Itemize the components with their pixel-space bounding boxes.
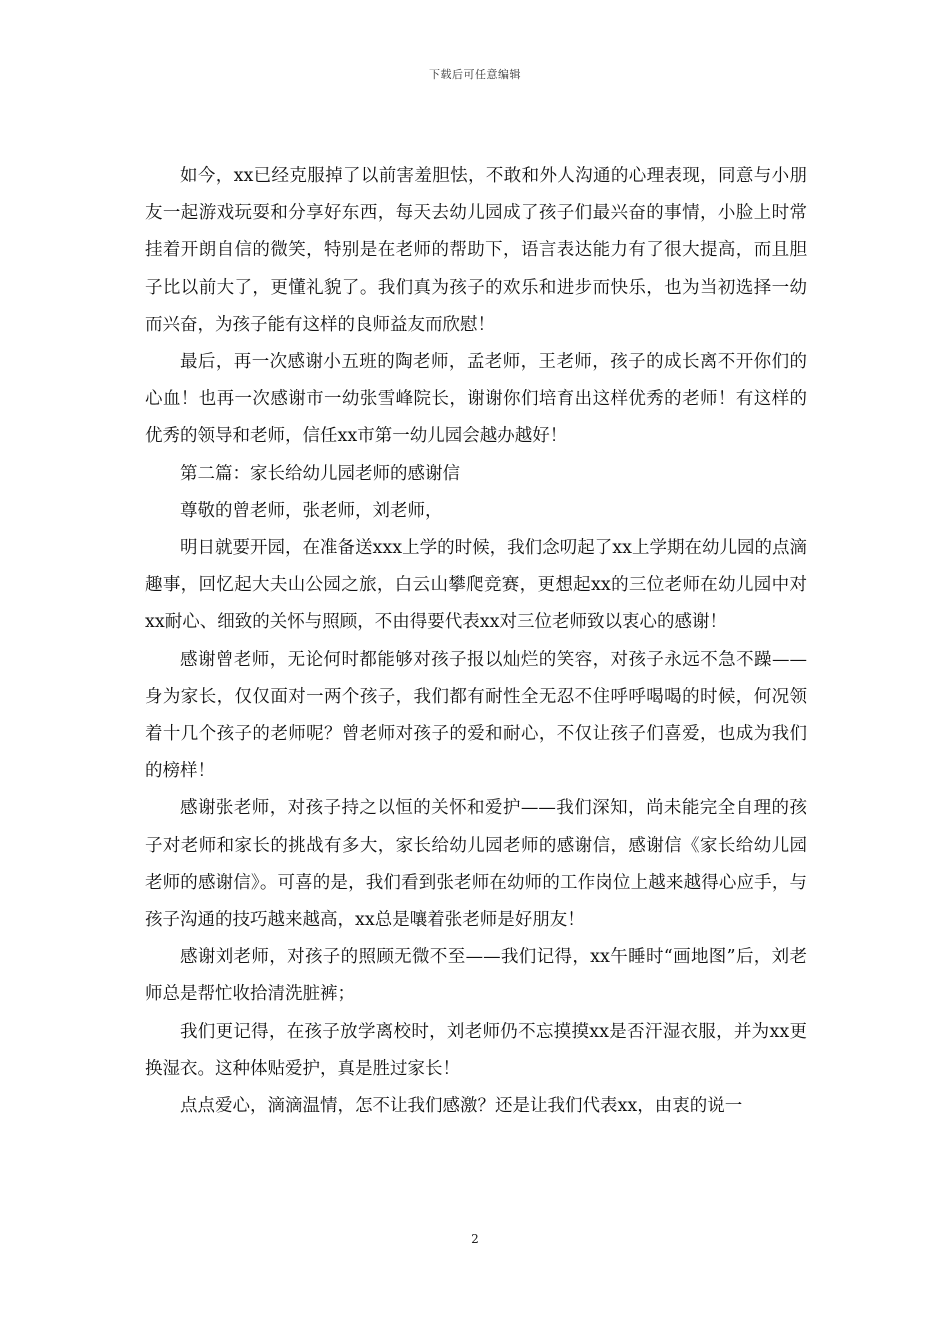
- paragraph: 如今，xx已经克服掉了以前害羞胆怯，不敢和外人沟通的心理表现，同意与小朋友一起游戏玩耍和分享好东西，每天去幼儿园成了孩子们最兴奋的事情，小脸上时常挂着开朗自信的微笑，特别是在老师的帮助下，语言表达能力有了很大提高，而且胆子比以前大了，更懂礼貌了。我们真为孩子的欢乐和进步而快乐，也为当初选择一幼而兴奋，为孩子能有这样的良师益友而欣慰！: [145, 166, 807, 335]
- section-title: 第二篇：家长给幼儿园老师的感谢信: [180, 463, 460, 484]
- paragraph: 感谢刘老师，对孩子的照顾无微不至——我们记得，xx午睡时“画地图”后，刘老师总是帮忙收拾清洗脏裤；: [145, 947, 807, 1005]
- paragraph: 明日就要开园，在准备送xxx上学的时候，我们念叨起了xx上学期在幼儿园的点滴趣事，回忆起大夫山公园之旅，白云山攀爬竞赛，更想起xx的三位老师在幼儿园中对xx耐心、细致的关怀与照顾，不由得要代表xx对三位老师致以衷心的感谢！: [145, 538, 807, 633]
- paragraph: 最后，再一次感谢小五班的陶老师，孟老师，王老师，孩子的成长离不开你们的心血！也再一次感谢市一幼张雪峰院长，谢谢你们培育出这样优秀的老师！有这样的优秀的领导和老师，信任xx市第一幼儿园会越办越好！: [145, 352, 807, 447]
- salutation: 尊敬的曾老师，张老师，刘老师，: [180, 500, 443, 521]
- paragraph: 感谢张老师，对孩子持之以恒的关怀和爱护——我们深知，尚未能完全自理的孩子对老师和家长的挑战有多大，家长给幼儿园老师的感谢信，感谢信《家长给幼儿园老师的感谢信》。可喜的是，我们看到张老师在幼师的工作岗位上越来越得心应手，与孩子沟通的技巧越来越高，xx总是嚷着张老师是好朋友！: [145, 798, 807, 931]
- paragraph: 我们更记得，在孩子放学离校时，刘老师仍不忘摸摸xx是否汗湿衣服，并为xx更换湿衣。这种体贴爱护，真是胜过家长！: [145, 1021, 807, 1079]
- document-body: [145, 158, 807, 1125]
- paragraph: 点点爱心，滴滴温情，怎不让我们感激？还是让我们代表xx，由衷的说一: [180, 1096, 743, 1117]
- page-header-note: 下载后可任意编辑: [429, 68, 521, 81]
- page-number: 2: [471, 1232, 479, 1246]
- paragraph: 感谢曾老师，无论何时都能够对孩子报以灿烂的笑容，对孩子永远不急不躁——身为家长，仅仅面对一两个孩子，我们都有耐性全无忍不住呼呼喝喝的时候，何况领着十几个孩子的老师呢？曾老师对孩子的爱和耐心，不仅让孩子们喜爱，也成为我们的榜样！: [145, 649, 807, 782]
